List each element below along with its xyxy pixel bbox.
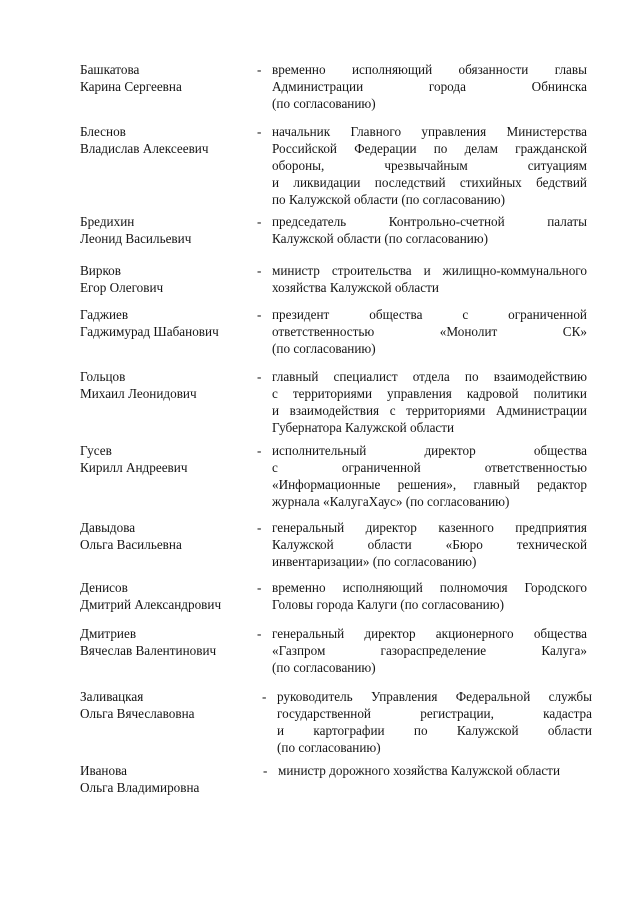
member-name	[80, 442, 255, 476]
member-name	[80, 579, 255, 613]
position-line: «Газпром газораспределение Калуга»	[272, 643, 587, 658]
list-dash: -	[257, 124, 262, 139]
position-line: министр строительства и жилищно-коммунального	[272, 263, 587, 278]
position-line: (по согласованию)	[272, 660, 376, 675]
list-dash: -	[257, 263, 262, 278]
position-line: президент общества с ограниченной	[272, 307, 587, 322]
position-line: (по согласованию)	[277, 740, 381, 755]
member-given-names: Вячеслав Валентинович	[80, 643, 217, 658]
member-position	[272, 262, 587, 296]
member-position	[272, 306, 587, 357]
position-line: временно исполняющий обязанности главы	[272, 62, 587, 77]
member-given-names: Кирилл Андреевич	[80, 460, 188, 475]
member-position	[272, 625, 587, 676]
position-line: генеральный директор казенного предприятия	[272, 520, 587, 535]
position-line: временно исполняющий полномочия Городского	[272, 580, 587, 595]
member-surname: Денисов	[80, 580, 128, 595]
position-line: Российской Федерации по делам гражданской	[272, 141, 587, 156]
position-line: главный специалист отдела по взаимодействию	[272, 369, 587, 384]
position-line: (по согласованию)	[272, 341, 376, 356]
position-line: Калужской области «Бюро технической	[272, 537, 587, 552]
member-given-names: Ольга Вячеславовна	[80, 706, 195, 721]
member-name	[80, 688, 255, 722]
member-name	[80, 306, 255, 340]
member-name	[80, 519, 255, 553]
position-line: инвентаризации» (по согласованию)	[272, 554, 477, 569]
position-line: ответственностью «Монолит СК»	[272, 324, 587, 339]
position-line: Администрации города Обнинска	[272, 79, 587, 94]
list-dash: -	[257, 214, 262, 229]
member-surname: Бредихин	[80, 214, 135, 229]
member-surname: Гольцов	[80, 369, 126, 384]
member-given-names: Ольга Васильевна	[80, 537, 182, 552]
position-line: и ликвидации последствий стихийных бедствий	[272, 175, 587, 190]
list-dash: -	[257, 443, 262, 458]
list-dash: -	[257, 62, 262, 77]
position-line: и взаимодействия с территориями Администрации	[272, 403, 587, 418]
member-given-names: Гаджимурад Шабанович	[80, 324, 219, 339]
member-name	[80, 762, 255, 796]
member-surname: Вирков	[80, 263, 122, 278]
member-surname: Давыдова	[80, 520, 136, 535]
position-line: государственной регистрации, кадастра	[277, 706, 592, 721]
member-name	[80, 262, 255, 296]
member-surname: Дмитриев	[80, 626, 137, 641]
position-line: «Информационные решения», главный редактор	[272, 477, 587, 492]
position-line: (по согласованию)	[272, 96, 376, 111]
position-line: журнала «КалугаХаус» (по согласованию)	[272, 494, 510, 509]
member-position	[277, 688, 592, 756]
member-position	[272, 519, 587, 570]
list-dash: -	[257, 580, 262, 595]
position-line: с территориями управления кадровой политики	[272, 386, 587, 401]
position-line: с ограниченной ответственностью	[272, 460, 587, 475]
member-surname: Иванова	[80, 763, 127, 778]
member-given-names: Леонид Васильевич	[80, 231, 192, 246]
member-given-names: Карина Сергеевна	[80, 79, 182, 94]
position-line: по Калужской области (по согласованию)	[272, 192, 506, 207]
member-position	[272, 579, 587, 613]
member-position	[272, 368, 587, 436]
position-line: обороны, чрезвычайным ситуациям	[272, 158, 587, 173]
position-line: исполнительный директор общества	[272, 443, 587, 458]
member-position	[272, 442, 587, 510]
list-dash: -	[263, 763, 268, 778]
member-surname: Гусев	[80, 443, 112, 458]
list-dash: -	[257, 307, 262, 322]
member-surname: Блеснов	[80, 124, 126, 139]
position-line: и картографии по Калужской области	[277, 723, 592, 738]
member-given-names: Ольга Владимировна	[80, 780, 200, 795]
position-line: руководитель Управления Федеральной службы	[277, 689, 592, 704]
member-position	[278, 762, 593, 779]
member-given-names: Дмитрий Александрович	[80, 597, 222, 612]
position-line: председатель Контрольно-счетной палаты	[272, 214, 587, 229]
member-surname: Заливацкая	[80, 689, 144, 704]
member-position	[272, 213, 587, 247]
position-line: министр дорожного хозяйства Калужской области	[278, 763, 561, 778]
member-given-names: Владислав Алексеевич	[80, 141, 209, 156]
member-position	[272, 61, 587, 112]
list-dash: -	[257, 520, 262, 535]
position-line: генеральный директор акционерного общества	[272, 626, 587, 641]
member-name	[80, 123, 255, 157]
member-name	[80, 61, 255, 95]
member-name	[80, 625, 255, 659]
list-dash: -	[257, 626, 262, 641]
member-name	[80, 213, 255, 247]
position-line: начальник Главного управления Министерства	[272, 124, 587, 139]
member-surname: Гаджиев	[80, 307, 129, 322]
position-line: Калужской области (по согласованию)	[272, 231, 489, 246]
member-position	[272, 123, 587, 208]
member-given-names: Михаил Леонидович	[80, 386, 197, 401]
list-dash: -	[257, 369, 262, 384]
position-line: хозяйства Калужской области	[272, 280, 439, 295]
member-name	[80, 368, 255, 402]
position-line: Головы города Калуги (по согласованию)	[272, 597, 504, 612]
member-given-names: Егор Олегович	[80, 280, 164, 295]
position-line: Губернатора Калужской области	[272, 420, 455, 435]
list-dash: -	[262, 689, 267, 704]
member-surname: Башкатова	[80, 62, 140, 77]
